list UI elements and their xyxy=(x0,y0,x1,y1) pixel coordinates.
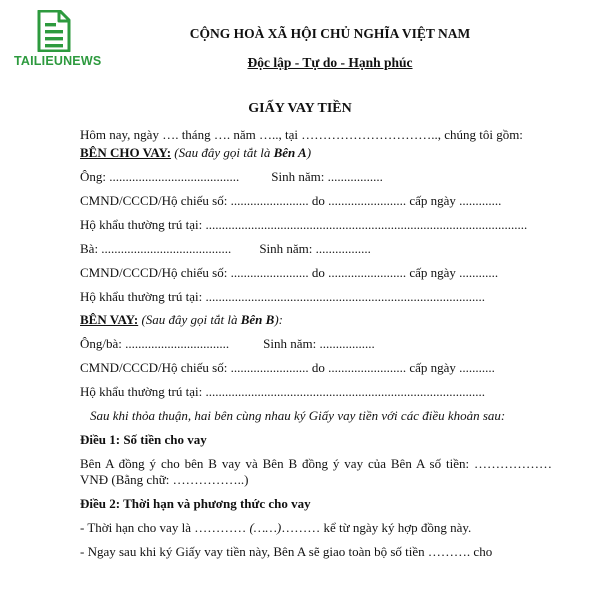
lender-mrs-name: Bà: ........................................ xyxy=(80,241,232,256)
article-2-title: Điều 2: Thời hạn và phương thức cho vay xyxy=(80,496,311,511)
lender-heading-line xyxy=(80,145,552,161)
article-2-item-2: - Ngay sau khi ký Giấy vay tiền này, Bên A sẽ giao toàn bộ số tiền ………. cho xyxy=(80,544,493,559)
document-icon xyxy=(36,10,72,52)
document-body xyxy=(80,127,552,560)
nation-heading: CỘNG HOÀ XÃ HỘI CHỦ NGHĨA VIỆT NAM xyxy=(189,26,471,41)
borrower-heading-line xyxy=(80,312,552,328)
borrower-birth: Sinh năm: ................. xyxy=(263,336,375,351)
borrower-name: Ông/bà: ................................ xyxy=(80,336,230,351)
lender-heading: BÊN CHO VAY: xyxy=(80,145,172,160)
borrower-id-line: CMND/CCCD/Hộ chiếu số: ........................ do ........................ cấp ngày ........... xyxy=(80,360,495,375)
article-1-text: Bên A đồng ý cho bên B vay và Bên B đồng ý vay của Bên A số tiền: ……………… VNĐ (Bằng chữ: ……………..) xyxy=(80,456,552,487)
borrower-heading: BÊN VAY: xyxy=(80,312,139,327)
document-title: GIẤY VAY TIỀN xyxy=(248,101,352,116)
motto: Độc lập - Tự do - Hạnh phúc xyxy=(247,55,413,70)
logo-text: TAILIEUNEWS xyxy=(14,54,102,68)
lender-residence2-line: Hộ khẩu thường trú tại: ...................................................................................... xyxy=(80,289,485,304)
lender-note: (Sau đây gọi tắt là Bên A) xyxy=(174,145,312,160)
lender-id2-line: CMND/CCCD/Hộ chiếu số: ........................ do ........................ cấp ngày ............ xyxy=(80,265,499,280)
intro-paragraph: Hôm nay, ngày …. tháng …. năm ….., tại ………………………….., chúng tôi gồm: xyxy=(80,127,523,142)
lender-mr-name: Ông: ........................................ xyxy=(80,169,240,184)
agreement-line: Sau khi thỏa thuận, hai bên cùng nhau ký Giấy vay tiền với các điều khoản sau: xyxy=(90,408,506,423)
lender-mrs-birth: Sinh năm: ................. xyxy=(259,241,371,256)
lender-residence-line: Hộ khẩu thường trú tại: ................................................................................................... xyxy=(80,217,528,232)
article-1-title: Điều 1: Số tiền cho vay xyxy=(80,432,207,447)
borrower-name-line xyxy=(80,336,552,352)
lender-mr-birth: Sinh năm: ................. xyxy=(271,169,383,184)
lender-mrs-line xyxy=(80,241,552,257)
borrower-note: (Sau đây gọi tắt là Bên B): xyxy=(141,312,283,327)
lender-id-line: CMND/CCCD/Hộ chiếu số: ........................ do ........................ cấp ngày ............. xyxy=(80,193,502,208)
brand-logo xyxy=(14,10,102,70)
article-2-item-1: - Thời hạn cho vay là ………… (……)……… kể từ ngày ký hợp đồng này. xyxy=(80,520,472,535)
lender-mr-line xyxy=(80,169,552,185)
borrower-residence-line: Hộ khẩu thường trú tại: ...................................................................................... xyxy=(80,384,485,399)
